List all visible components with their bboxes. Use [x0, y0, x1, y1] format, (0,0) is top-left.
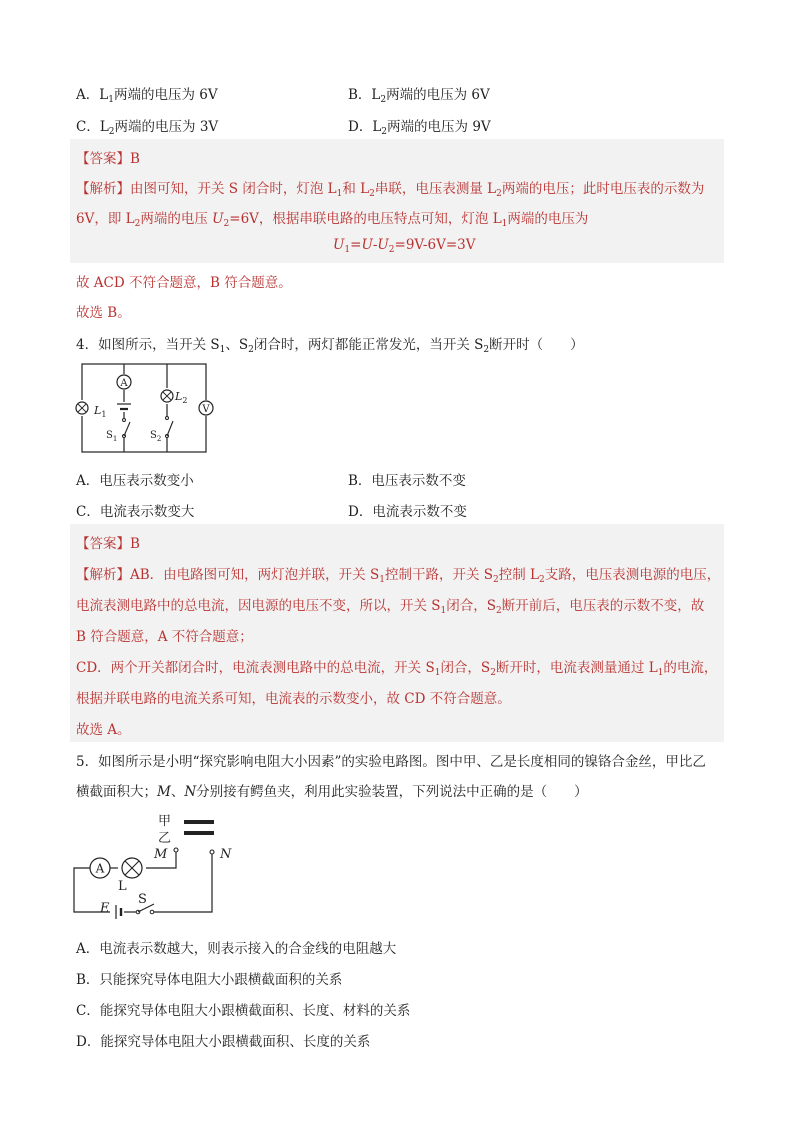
- s1-label: $S_1$: [106, 430, 118, 443]
- ammeter-label: A: [95, 861, 105, 876]
- ammeter-icon: [90, 858, 110, 878]
- switch-s2-icon: [161, 416, 175, 438]
- q3-conclusion: 故 ACD 不符合题意，B 符合题意。: [76, 275, 292, 291]
- ammeter-label: A: [120, 378, 128, 389]
- q3-analysis-line-1: 【解析】由图可知，开关 S 闭合时，灯泡 $L_1$和 $L_2$串联，电压表测量 $L_2$两端的电压；此时电压表的示数为: [76, 181, 705, 199]
- jia-label: 甲: [158, 814, 172, 829]
- q3-option-a: A．$L_1$两端的电压为 6V: [76, 87, 218, 105]
- ammeter-icon: [117, 374, 131, 390]
- n-label: N: [220, 847, 232, 862]
- terminal-n-icon: [210, 850, 214, 854]
- battery-label: E: [100, 901, 110, 916]
- wire-yi-icon: [184, 831, 214, 835]
- q3-option-c: C．$L_2$两端的电压为 3V: [76, 119, 219, 137]
- lamp-label: L: [118, 879, 127, 894]
- q3-answer: 【答案】B: [76, 151, 140, 167]
- switch-s1-icon: [118, 418, 132, 438]
- q5-stem-line-2: 横截面积大；M、N分别接有鳄鱼夹，利用此实验装置，下列说法中正确的是（ ）: [76, 784, 588, 800]
- s2-label: $S_2$: [150, 430, 162, 443]
- wire-jia-icon: [184, 820, 214, 824]
- q4-circuit-diagram: [74, 360, 214, 456]
- q5-circuit-diagram: [70, 808, 250, 920]
- terminal-m-icon: [174, 848, 178, 852]
- switch-label: S: [138, 892, 147, 907]
- q4-analysis-line-2: 电流表测电路中的总电流，因电源的电压不变，所以，开关 $S_1$闭合，$S_2$断开前后，电压表的示数不变，故: [76, 598, 705, 616]
- q4-analysis-line-1: 【解析】AB．由电路图可知，两灯泡并联，开关 $S_1$控制干路，开关 $S_2$控制 $L_2$支路，电压表测电源的电压，: [76, 567, 721, 585]
- q4-answer: 【答案】B: [76, 536, 140, 552]
- q4-option-c: C．电流表示数变大: [76, 504, 195, 520]
- battery-icon: [116, 402, 132, 412]
- q5-option-b: B．只能探究导体电阻大小跟横截面积的关系: [76, 972, 343, 988]
- q4-analysis-line-3: B 符合题意，A 不符合题意；: [76, 629, 253, 645]
- l2-label: $L_2$: [175, 390, 188, 405]
- l1-label: $L_1$: [94, 404, 107, 419]
- q4-choose: 故选 A。: [76, 722, 131, 738]
- q4-analysis-line-4: CD．两个开关都闭合时，电流表测电路中的总电流，开关 $S_1$闭合，$S_2$断开时，电流表测量通过 $L_1$的电流，: [76, 660, 718, 678]
- lamp-l1-icon: [76, 400, 88, 416]
- q5-option-c: C．能探究导体电阻大小跟横截面积、长度、材料的关系: [76, 1003, 411, 1019]
- q4-option-b: B．电压表示数不变: [348, 473, 466, 489]
- battery-icon: [116, 905, 121, 919]
- q3-analysis-line-2: 6V，即 $L_2$两端的电压 $U_2=6V$，根据串联电路的电压特点可知，灯泡 $L_1$两端的电压为: [76, 211, 589, 229]
- q5-stem-line-1: 5．如图所示是小明“探究影响电阻大小因素”的实验电路图。图中甲、乙是长度相同的镍铬合金丝，甲比乙: [76, 754, 706, 770]
- q5-option-d: D．能探究导体电阻大小跟横截面积、长度的关系: [76, 1034, 371, 1050]
- lamp-icon: [122, 858, 142, 878]
- q3-formula: $U_1=U-U_2=9V-6V=3V$: [333, 237, 476, 255]
- voltmeter-icon: [198, 400, 214, 416]
- q3-option-d: D．$L_2$两端的电压为 9V: [348, 119, 491, 137]
- yi-label: 乙: [158, 831, 172, 846]
- m-label: M: [154, 847, 168, 862]
- lamp-l2-icon: [160, 388, 174, 404]
- q4-analysis-line-5: 根据并联电路的电流关系可知，电流表的示数变小，故 CD 不符合题意。: [76, 691, 511, 707]
- q3-option-b: B．$L_2$两端的电压为 6V: [348, 87, 490, 105]
- voltmeter-label: V: [202, 404, 210, 415]
- q4-stem: 4．如图所示，当开关 $S_1$、$S_2$闭合时，两灯都能正常发光，当开关 $S_2$断开时（ ）: [76, 337, 584, 355]
- q5-option-a: A．电流表示数越大，则表示接入的合金线的电阻越大: [76, 941, 397, 957]
- q3-choose: 故选 B。: [76, 305, 131, 321]
- q4-option-a: A．电压表示数变小: [76, 473, 194, 489]
- q4-option-d: D．电流表示数不变: [348, 504, 467, 520]
